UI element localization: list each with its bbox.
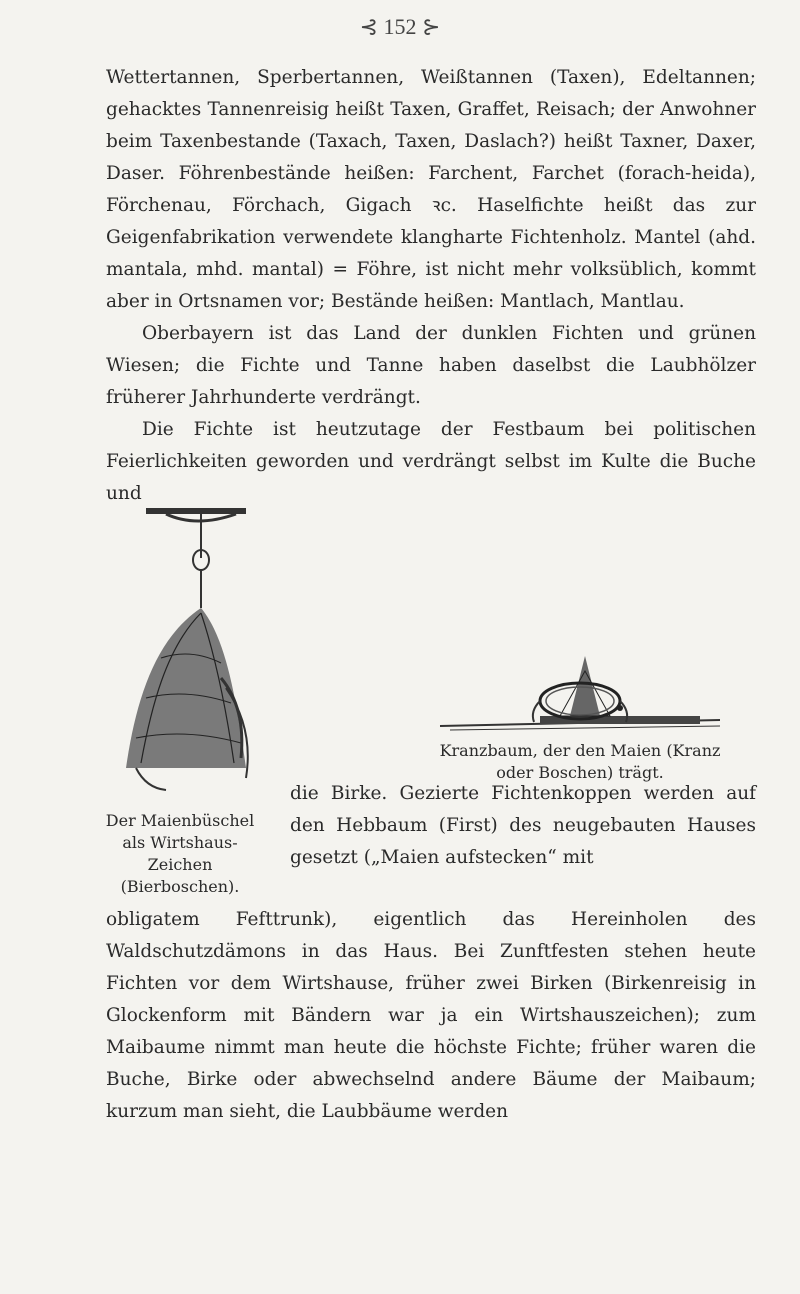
maienbuschel-wirtshaus-icon [106, 498, 256, 798]
page-number [0, 14, 800, 40]
paragraph-3: Die Fichte ist heutzutage der Festbaum bei politischen Feierlichkeiten geworden und verdrängt selbst im Kulte die Buche und [106, 419, 756, 504]
paragraph-2: Oberbayern ist das Land der dunklen Fichten und grünen Wiesen; die Fichte und Tanne haben daselbst die Laubhölzer früherer Jahrhunderte verdrängt. [106, 323, 756, 408]
page-number-ornament-left: ⊰ [359, 14, 384, 39]
page-number-value: 152 [383, 14, 417, 39]
text-continuation-bottom: obligatem Fefttrunk), eigentlich das Hereinholen des Waldschutzdämons in das Haus. Bei Zunftfesten stehen heute Fichten vor dem Wirtshause, früher zwei Birken (Birkenreisig in Glockenform mit Bändern war ja ein Wirtshauszeichen); zum Maibaume nimmt man heute die höchste Fichte; früher waren die Buche, Birke oder abwechselnd andere Bäume der Maibaum; kurzum man sieht, die Laubbäume werden [106, 909, 756, 1122]
page-number-ornament-right: ⊱ [416, 14, 441, 39]
text-block-top [106, 62, 756, 510]
kranzbaum-icon [430, 646, 730, 740]
caption-kranzbaum: Kranzbaum, der den Maien (Kranz oder Boschen) trägt. [439, 741, 721, 782]
caption-maienbuschel: Der Maienbüschel als Wirtshaus-Zeichen (Bierboschen). [105, 811, 255, 896]
text-continuation-right: die Birke. Gezierte Fichtenkoppen werden auf den Hebbaum (First) des neugebauten Hauses gesetzt („Maien aufstecken“ mit [290, 783, 756, 868]
paragraph-1: Wettertannen, Sperbertannen, Weißtannen (Taxen), Edeltannen; gehacktes Tannenreisig heißt Taxen, Graffet, Reisach; der Anwohner beim Taxenbestande (Taxach, Taxen, Daslach?) heißt Taxner, Daxer, Daser. Föhrenbestände heißen: Farchent, Farchet (forach-heida), Förchenau, Förchach, Gigach ꝛc. Haselfichte heißt das zur Geigenfabrikation verwendete klangharte Fichtenholz. Mantel (ahd. mantala, mhd. mantal) = Föhre, ist nicht mehr volksüblich, kommt aber in Ortsnamen vor; Bestände heißen: Mantlach, Mantlau. [106, 67, 756, 312]
